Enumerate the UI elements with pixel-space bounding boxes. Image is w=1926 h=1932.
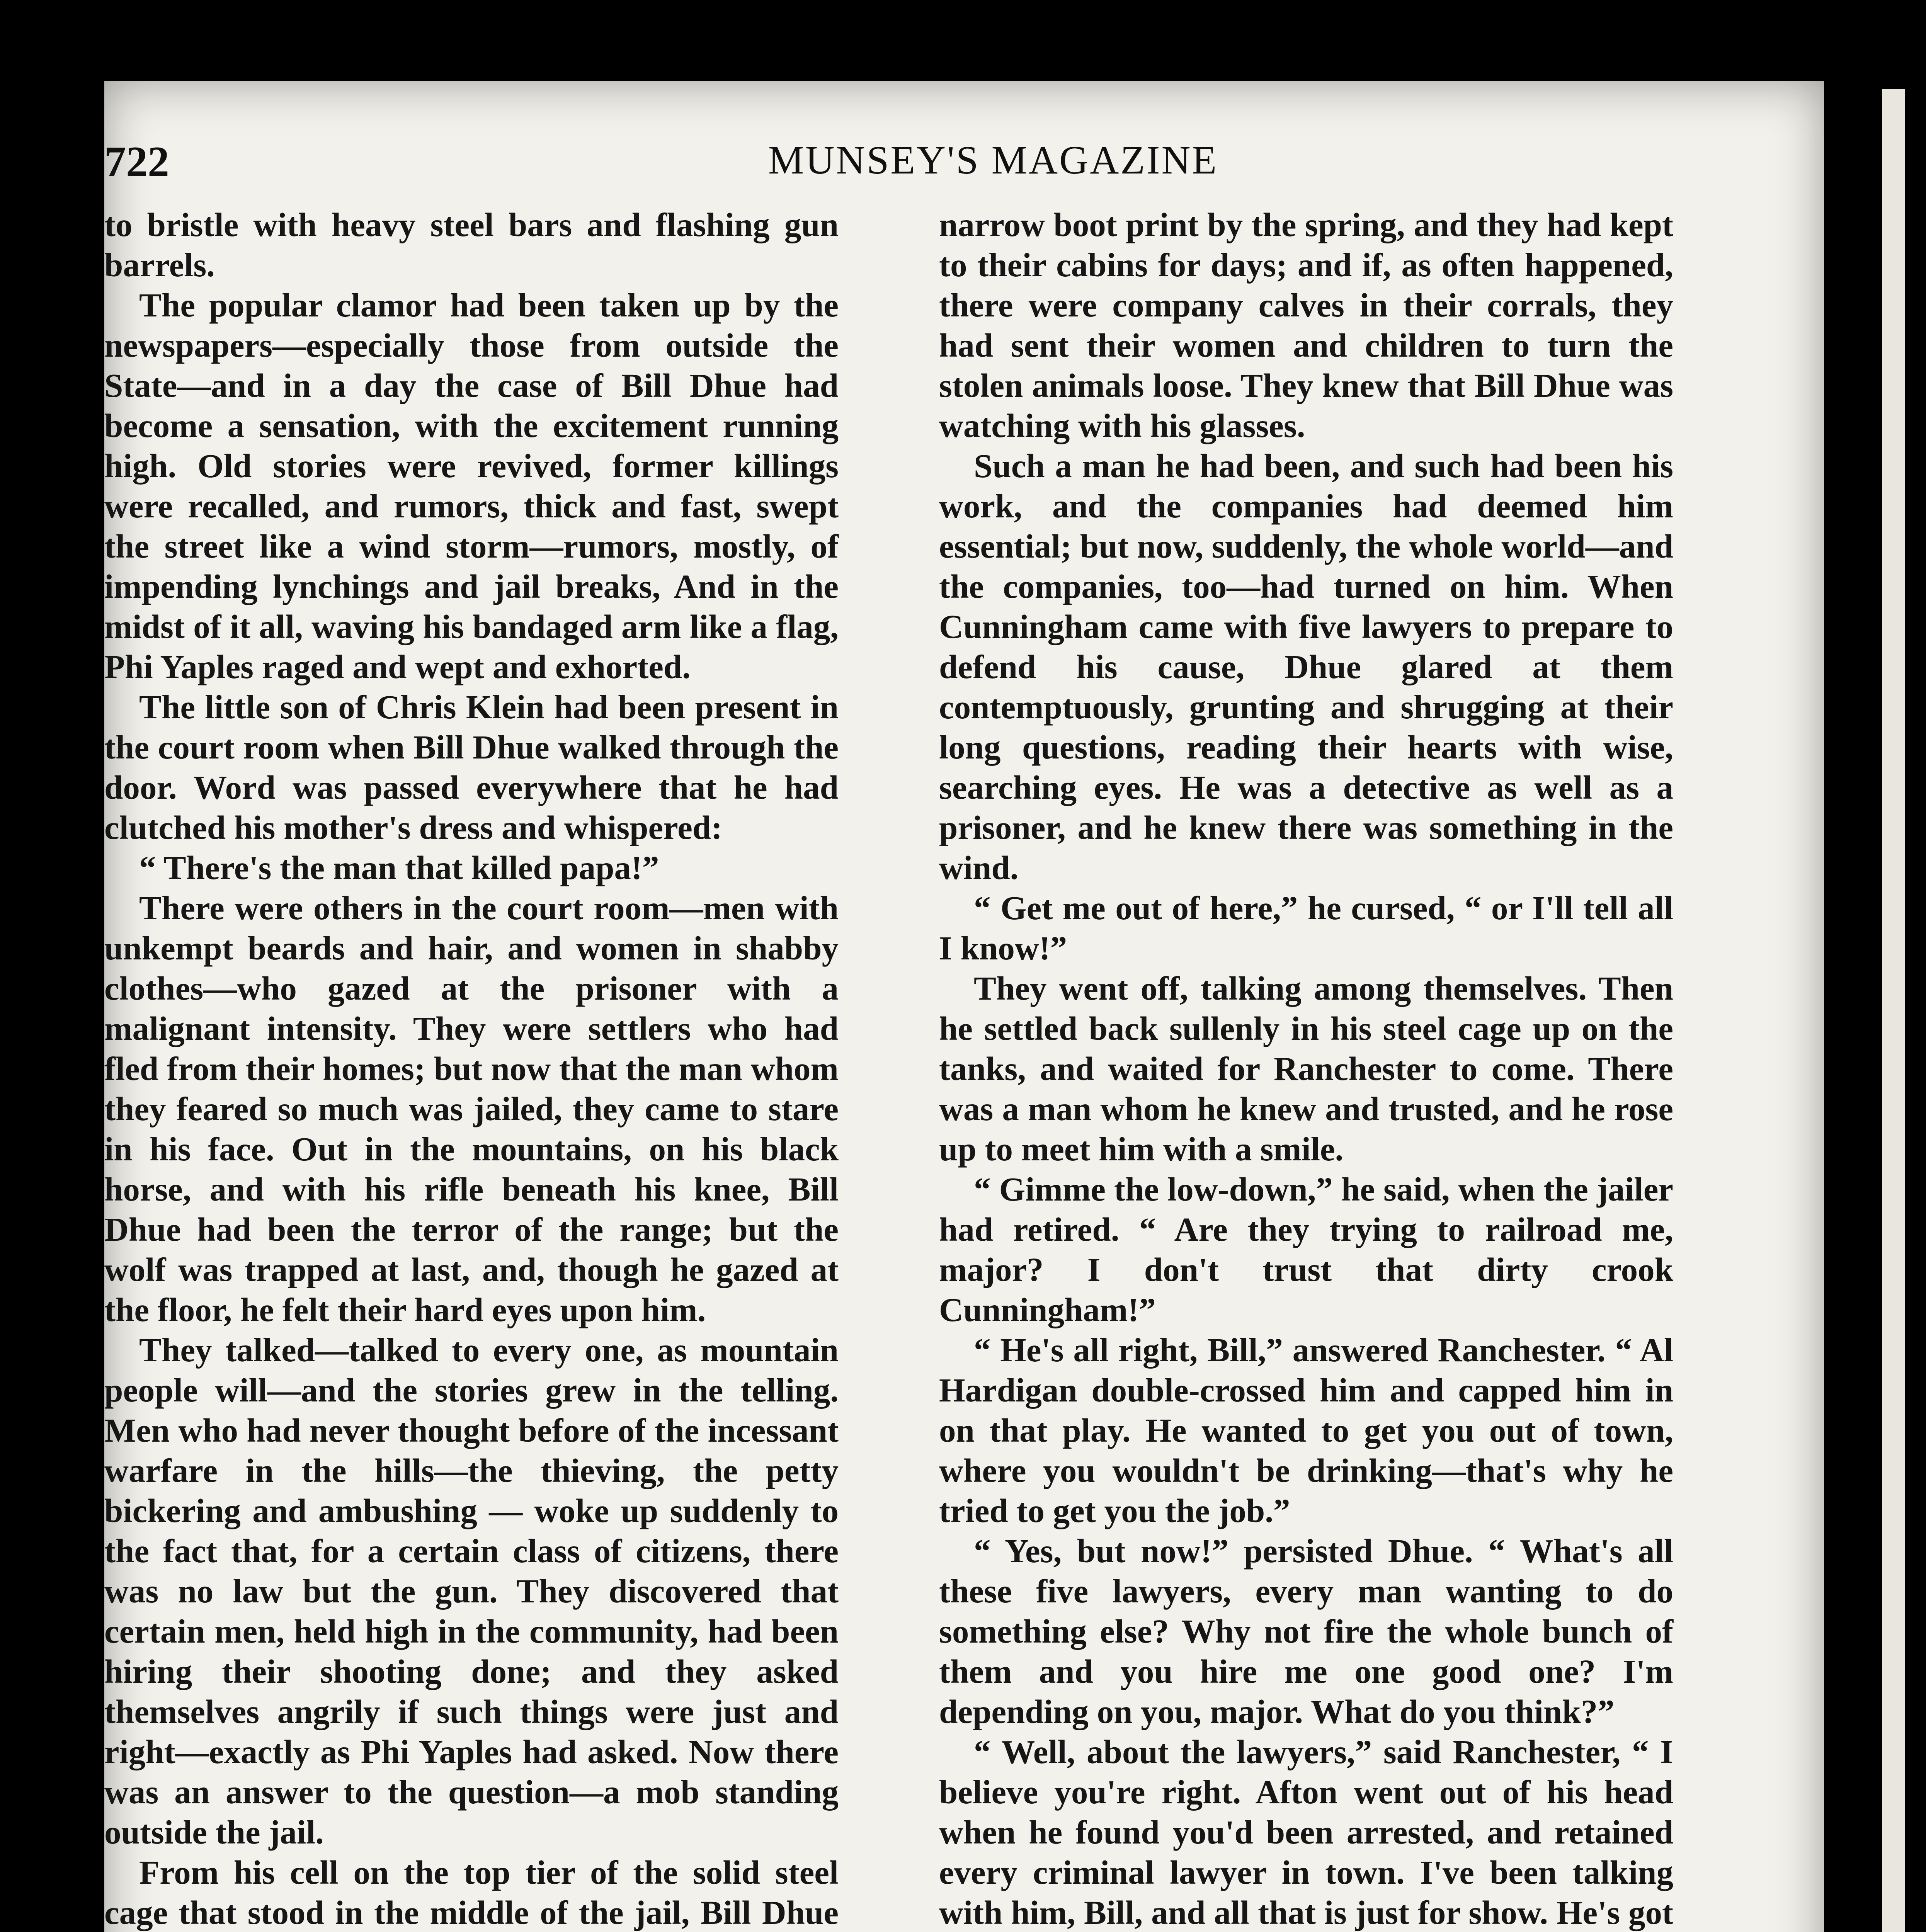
left-column — [104, 205, 839, 1932]
paragraph: They went off, talking among themselves. Then he settled back sullenly in his steel cage up on the tanks, and waited for Ranchester to come. There was a man whom he knew and trusted, and he rose up to meet him with a smile. — [939, 969, 1673, 1168]
paragraph: “ Yes, but now!” persisted Dhue. “ What's all these five lawyers, every man wanting to do something else? Why not fire the whole bunch of them and you hire me one good one? I'm depending on you, major. What do you think?” — [939, 1532, 1673, 1730]
right-column — [939, 205, 1673, 1932]
paragraph: Such a man he had been, and such had been his work, and the companies had deemed him essential; but now, suddenly, the whole world—and the companies, too—had turned on him. When Cunningham came with five lawyers to prepare to defend his cause, Dhue glared at them contemptuously, grunting and shrugging at their long questions, reading their hearts with wise, searching eyes. He was a detective as well as a prisoner, and he knew there was something in the wind. — [939, 447, 1673, 886]
paragraph: “ Well, about the lawyers,” said Ranchester, “ I believe you're right. Afton went out of his head when he found you'd been arrested, and retained every criminal lawyer in town. I've been talking with him, Bill, and all that is just for show. He's got — [939, 1733, 1673, 1931]
paragraph: “ Get me out of here,” he cursed, “ or I'll tell all I know!” — [939, 889, 1673, 967]
page-number: 722 — [104, 138, 169, 186]
paragraph: narrow boot print by the spring, and they had kept to their cabins for days; and if, as often happened, there were company calves in their corrals, they had sent their women and children to turn the stolen animals loose. They knew that Bill Dhue was watching with his glasses. — [939, 206, 1673, 444]
paragraph: “ There's the man that killed papa!” — [139, 849, 659, 886]
running-title: MUNSEY'S MAGAZINE — [768, 138, 1218, 182]
paragraph: “ Gimme the low-down,” he said, when the jailer had retired. “ Are they trying to railroad me, major? I don't trust that dirty crook Cunningham!” — [939, 1170, 1673, 1328]
paragraph: The little son of Chris Klein had been present in the court room when Bill Dhue walked through the door. Word was passed everywhere that he had clutched his mother's dress and whispered: — [104, 688, 839, 846]
paragraph: “ He's all right, Bill,” answered Ranchester. “ Al Hardigan double-crossed him and capped him in on that play. He wanted to get you out of town, where you wouldn't be drinking—that's why he tried to get you the job.” — [939, 1331, 1673, 1529]
paragraph: They talked—talked to every one, as mountain people will—and the stories grew in the telling. Men who had never thought before of the incessant warfare in the hills—the thieving, the petty bickering and ambushing — woke up suddenly to the fact that, for a certain class of citizens, there was no law but the gun. They discovered that certain men, held high in the community, had been hiring their shooting done; and they asked themselves angrily if such things were just and right—exactly as Phi Yaples had asked. Now there was an answer to the question—a mob standing outside the jail. — [104, 1331, 839, 1851]
paragraph: There were others in the court room—men with unkempt beards and hair, and women in shabby clothes—who gazed at the prisoner with a malignant intensity. They were settlers who had fled from their homes; but now that the man whom they feared so much was jailed, they came to stare in his face. Out in the mountains, on his black horse, and with his rifle beneath his knee, Bill Dhue had been the terror of the range; but the wolf was trapped at last, and, though he gazed at the floor, he felt their hard eyes upon him. — [104, 889, 839, 1328]
facing-page-edge — [1882, 89, 1905, 1932]
paragraph: The popular clamor had been taken up by the newspapers—especially those from outside the State—and in a day the case of Bill Dhue had become a sensation, with the excitement running high. Old stories were revived, former killings were recalled, and rumors, thick and fast, swept the street like a wind storm—rumors, mostly, of impending lynchings and jail breaks, And in the midst of it all, waving his bandaged arm like a flag, Phi Yaples raged and wept and exhorted. — [104, 286, 839, 685]
text-columns — [104, 205, 1673, 1932]
paragraph: From his cell on the top tier of the solid steel cage that stood in the middle of the jail, Bill Dhue — [104, 1854, 839, 1931]
paragraph: to bristle with heavy steel bars and flashing gun barrels. — [104, 206, 839, 284]
